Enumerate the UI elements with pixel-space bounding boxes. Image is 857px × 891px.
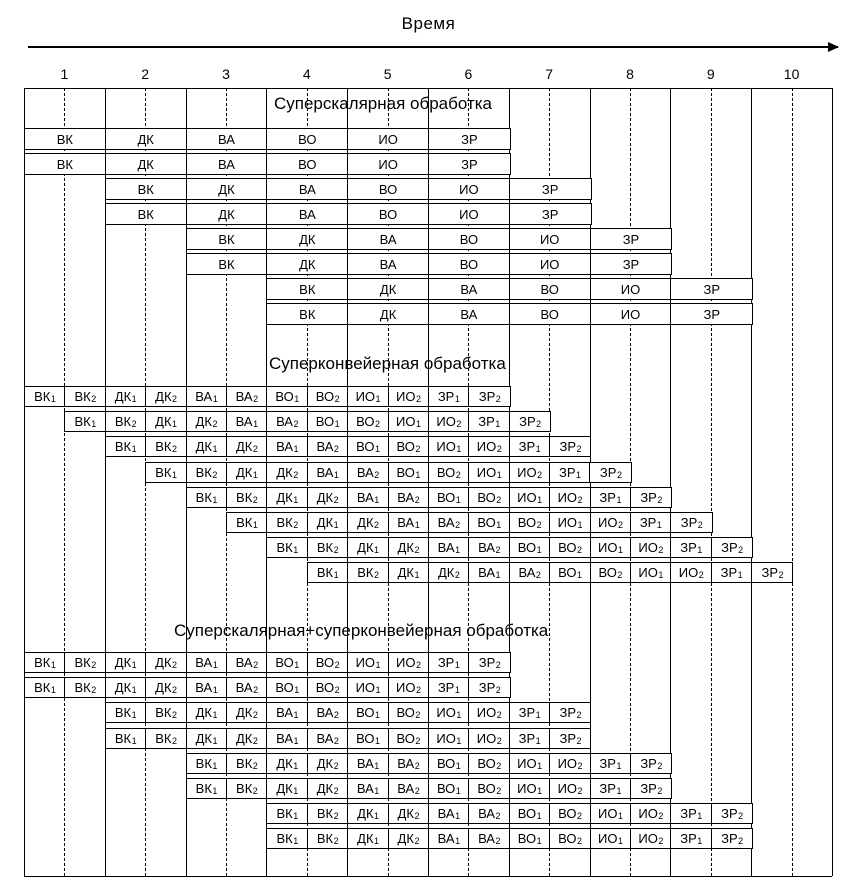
stage-cell: ЗР $_1$ — [429, 678, 469, 697]
stage-cell: ЗР $_2$ — [550, 703, 590, 722]
stage-cell: ДК $_1$ — [267, 754, 307, 773]
pipeline-row — [24, 386, 511, 407]
stage-cell: ЗР $_1$ — [510, 729, 550, 748]
stage-cell: ВК $_1$ — [267, 829, 307, 848]
stage-cell: ВА — [267, 204, 348, 224]
stage-cell: ВА $_1$ — [348, 488, 388, 507]
stage-cell: ИО $_2$ — [591, 513, 631, 532]
stage-cell: ЗР $_2$ — [712, 538, 752, 557]
section-title-superscalar-superpipeline: Суперскалярная+суперконвейерная обработка — [174, 621, 549, 640]
axis-tick-6: 6 — [464, 66, 473, 82]
stage-cell: ДК $_2$ — [146, 653, 186, 672]
stage-cell: ИО $_2$ — [389, 678, 429, 697]
stage-cell: ЗР $_1$ — [631, 513, 671, 532]
stage-cell: ВА $_2$ — [389, 779, 429, 798]
gridline-dashed-0 — [64, 88, 65, 876]
stage-cell: ВА $_1$ — [267, 703, 307, 722]
stage-cell: ВК $_1$ — [25, 653, 65, 672]
axis-tick-8: 8 — [626, 66, 634, 82]
stage-cell: ДК $_2$ — [146, 387, 186, 406]
stage-cell: ВО $_2$ — [550, 804, 590, 823]
stage-cell: ИО $_1$ — [550, 513, 590, 532]
stage-cell: ЗР $_1$ — [550, 463, 590, 482]
stage-cell: ВК $_2$ — [65, 387, 105, 406]
stage-cell: ВК — [25, 154, 106, 174]
stage-cell: ВО $_2$ — [389, 437, 429, 456]
stage-cell: ВК $_2$ — [308, 829, 348, 848]
stage-cell: ВО $_1$ — [429, 754, 469, 773]
stage-cell: ИО $_1$ — [510, 488, 550, 507]
stage-cell: ВА $_2$ — [389, 754, 429, 773]
stage-cell: ВА $_2$ — [308, 437, 348, 456]
stage-cell: ВК $_2$ — [65, 678, 105, 697]
stage-cell: ВК $_1$ — [146, 463, 186, 482]
stage-cell: ИО $_2$ — [631, 804, 671, 823]
pipeline-row — [24, 652, 511, 673]
stage-cell: ВА — [187, 129, 268, 149]
stage-cell: ЗР $_2$ — [631, 488, 671, 507]
stage-cell: ЗР $_1$ — [429, 387, 469, 406]
stage-cell: ДК $_1$ — [106, 653, 146, 672]
pipeline-row — [186, 253, 673, 275]
stage-cell: ВО $_2$ — [469, 488, 509, 507]
stage-cell: ДК $_2$ — [308, 779, 348, 798]
stage-cell: ЗР $_1$ — [591, 488, 631, 507]
stage-cell: ДК $_1$ — [187, 703, 227, 722]
stage-cell: ЗР $_2$ — [631, 779, 671, 798]
stage-cell: ДК $_1$ — [146, 412, 186, 431]
stage-cell: ИО $_1$ — [631, 563, 671, 582]
stage-cell: ВО $_1$ — [267, 653, 307, 672]
axis-tick-2: 2 — [141, 66, 150, 82]
stage-cell: ЗР $_2$ — [469, 678, 509, 697]
stage-cell: ДК — [187, 179, 268, 199]
stage-cell: ЗР $_1$ — [712, 563, 752, 582]
stage-cell: ЗР $_2$ — [510, 412, 550, 431]
stage-cell: ВО — [267, 129, 348, 149]
stage-cell: ЗР $_1$ — [671, 538, 711, 557]
pipeline-row — [24, 677, 511, 698]
stage-cell: ВК $_1$ — [187, 488, 227, 507]
stage-cell: ВК — [267, 279, 348, 299]
stage-cell: ДК $_2$ — [146, 678, 186, 697]
stage-cell: ВО $_2$ — [469, 754, 509, 773]
stage-cell: ЗР $_2$ — [631, 754, 671, 773]
stage-cell: ЗР $_1$ — [469, 412, 509, 431]
stage-cell: ВК $_1$ — [308, 563, 348, 582]
stage-cell: ВО $_1$ — [348, 729, 388, 748]
stage-cell: ЗР $_2$ — [590, 463, 630, 482]
stage-cell: ДК — [348, 304, 429, 324]
stage-cell: ЗР — [671, 304, 752, 324]
stage-cell: ДК — [267, 254, 348, 274]
stage-cell: ИО $_1$ — [348, 387, 388, 406]
axis-tick-10: 10 — [783, 66, 800, 82]
stage-cell: ДК — [106, 129, 187, 149]
stage-cell: ИО $_2$ — [389, 387, 429, 406]
stage-cell: ВК $_1$ — [267, 804, 307, 823]
stage-cell: ВО — [510, 279, 591, 299]
stage-cell: ВО $_2$ — [550, 538, 590, 557]
stage-cell: ИО — [591, 279, 672, 299]
stage-cell: ВК $_1$ — [106, 729, 146, 748]
stage-cell: ВО — [510, 304, 591, 324]
stage-cell: ДК $_2$ — [227, 729, 267, 748]
stage-cell: ЗР $_2$ — [752, 563, 792, 582]
section-title-superpipeline: Суперконвейерная обработка — [269, 354, 506, 373]
stage-cell: ВА $_1$ — [469, 563, 509, 582]
stage-cell: ДК $_2$ — [389, 804, 429, 823]
axis-tick-1: 1 — [60, 66, 69, 82]
stage-cell: ВО $_1$ — [510, 538, 550, 557]
stage-cell: ЗР $_2$ — [712, 829, 752, 848]
stage-cell: ВА $_2$ — [267, 412, 307, 431]
pipeline-row — [266, 803, 753, 824]
stage-cell: ЗР — [510, 179, 591, 199]
pipeline-row — [105, 178, 592, 200]
pipeline-row — [186, 487, 673, 508]
stage-cell: ВО — [429, 254, 510, 274]
stage-cell: ВА — [187, 154, 268, 174]
stage-cell: ИО $_2$ — [631, 829, 671, 848]
stage-cell: ИО $_1$ — [389, 412, 429, 431]
stage-cell: ДК $_2$ — [227, 703, 267, 722]
stage-cell: ДК — [106, 154, 187, 174]
axis-tick-7: 7 — [545, 66, 554, 82]
stage-cell: ВА $_2$ — [510, 563, 550, 582]
pipeline-row — [307, 562, 794, 583]
stage-cell: ВА $_1$ — [187, 387, 227, 406]
pipeline-row — [266, 537, 753, 558]
stage-cell: ИО $_2$ — [631, 538, 671, 557]
axis-tick-3: 3 — [222, 66, 230, 82]
stage-cell: ИО $_1$ — [348, 653, 388, 672]
stage-cell: ИО $_1$ — [429, 437, 469, 456]
stage-cell: ВА — [348, 254, 429, 274]
stage-cell: ИО — [510, 254, 591, 274]
stage-cell: ВК $_2$ — [65, 653, 105, 672]
stage-cell: ЗР $_2$ — [550, 729, 590, 748]
stage-cell: ВК $_2$ — [267, 513, 307, 532]
stage-cell: ВО $_1$ — [348, 703, 388, 722]
pipeline-row — [266, 303, 753, 325]
stage-cell: ВА $_1$ — [348, 754, 388, 773]
stage-cell: ЗР $_1$ — [429, 653, 469, 672]
pipeline-row — [105, 728, 592, 749]
stage-cell: ВК $_2$ — [227, 488, 267, 507]
stage-cell: ВК $_2$ — [348, 563, 388, 582]
stage-cell: ВО $_1$ — [267, 678, 307, 697]
stage-cell: ДК $_2$ — [348, 513, 388, 532]
stage-cell: ВО $_1$ — [267, 387, 307, 406]
stage-cell: ИО — [429, 179, 510, 199]
stage-cell: ВО $_2$ — [510, 513, 550, 532]
stage-cell: ДК $_1$ — [267, 488, 307, 507]
stage-cell: ВК $_2$ — [308, 538, 348, 557]
axis-tick-4: 4 — [302, 66, 311, 82]
stage-cell: ВК — [187, 254, 268, 274]
timing-grid — [24, 64, 832, 876]
stage-cell: ВО — [348, 179, 429, 199]
axis-title: Время — [401, 14, 456, 33]
stage-cell: ВА $_1$ — [308, 463, 348, 482]
pipeline-row — [186, 778, 673, 799]
axis-tick-9: 9 — [706, 66, 715, 82]
stage-cell: ВК — [106, 179, 187, 199]
pipeline-row — [226, 512, 713, 533]
stage-cell: ИО $_2$ — [389, 653, 429, 672]
stage-cell: ВК $_1$ — [187, 754, 227, 773]
stage-cell: ВК $_2$ — [187, 463, 227, 482]
stage-cell: ДК $_2$ — [267, 463, 307, 482]
stage-cell: ВО $_2$ — [308, 678, 348, 697]
stage-cell: ВА $_2$ — [469, 538, 509, 557]
stage-cell: ЗР $_2$ — [550, 437, 590, 456]
stage-cell: ВА $_1$ — [227, 412, 267, 431]
stage-cell: ИО $_2$ — [469, 703, 509, 722]
stage-cell: ИО $_2$ — [469, 729, 509, 748]
gridline-solid-10 — [832, 88, 833, 876]
stage-cell: ДК $_2$ — [389, 829, 429, 848]
gridline-solid-0 — [24, 88, 25, 876]
stage-cell: ЗР $_1$ — [510, 437, 550, 456]
stage-cell: ЗР $_2$ — [671, 513, 711, 532]
stage-cell: ВК $_1$ — [106, 437, 146, 456]
section-title-superscalar: Суперскалярная обработка — [274, 94, 492, 113]
pipeline-row — [64, 411, 551, 432]
stage-cell: ВК — [267, 304, 348, 324]
stage-cell: ИО $_1$ — [591, 804, 631, 823]
stage-cell: ВА $_1$ — [429, 538, 469, 557]
stage-cell: ВА $_1$ — [187, 653, 227, 672]
stage-cell: ИО $_1$ — [348, 678, 388, 697]
stage-cell: ВО $_1$ — [348, 437, 388, 456]
stage-cell: ВО $_2$ — [348, 412, 388, 431]
stage-cell: ВК $_1$ — [267, 538, 307, 557]
stage-cell: ВК $_1$ — [25, 387, 65, 406]
stage-cell: ВА $_2$ — [469, 829, 509, 848]
stage-cell: ВО — [348, 204, 429, 224]
stage-cell: ВК — [25, 129, 106, 149]
stage-cell: ВК $_2$ — [308, 804, 348, 823]
stage-cell: ВК $_1$ — [25, 678, 65, 697]
stage-cell: ИО $_2$ — [550, 488, 590, 507]
pipeline-row — [105, 436, 592, 457]
stage-cell: ВО $_2$ — [550, 829, 590, 848]
stage-cell: ИО $_2$ — [671, 563, 711, 582]
stage-cell: ВА $_1$ — [267, 437, 307, 456]
stage-cell: ДК $_1$ — [106, 678, 146, 697]
stage-cell: ИО — [510, 229, 591, 249]
stage-cell: ВО $_1$ — [389, 463, 429, 482]
pipeline-row — [145, 462, 632, 483]
stage-cell: ВО $_1$ — [429, 488, 469, 507]
stage-cell: ВО $_2$ — [429, 463, 469, 482]
stage-cell: ЗР — [429, 154, 510, 174]
stage-cell: ИО — [348, 154, 429, 174]
stage-cell: ВА $_1$ — [389, 513, 429, 532]
pipeline-row — [24, 153, 511, 175]
stage-cell: ИО $_2$ — [510, 463, 550, 482]
stage-cell: ЗР — [591, 229, 672, 249]
stage-cell: ЗР — [429, 129, 510, 149]
stage-cell: ЗР $_2$ — [469, 387, 509, 406]
stage-cell: ВО $_2$ — [591, 563, 631, 582]
stage-cell: ДК $_2$ — [187, 412, 227, 431]
stage-cell: ВА $_1$ — [348, 779, 388, 798]
stage-cell: ВК $_1$ — [187, 779, 227, 798]
stage-cell: ДК $_2$ — [429, 563, 469, 582]
stage-cell: ВО $_2$ — [308, 653, 348, 672]
pipeline-row — [186, 753, 673, 774]
pipeline-row — [266, 278, 753, 300]
stage-cell: ВА $_2$ — [227, 678, 267, 697]
stage-cell: ВК $_2$ — [146, 729, 186, 748]
gridline-dashed-9 — [792, 88, 793, 876]
stage-cell: ДК $_1$ — [187, 729, 227, 748]
stage-cell: ДК — [348, 279, 429, 299]
stage-cell: ДК $_1$ — [267, 779, 307, 798]
stage-cell: ИО — [429, 204, 510, 224]
stage-cell: ДК $_1$ — [348, 804, 388, 823]
stage-cell: ДК $_2$ — [227, 437, 267, 456]
stage-cell: ЗР — [671, 279, 752, 299]
stage-cell: ДК $_1$ — [348, 538, 388, 557]
stage-cell: ИО $_1$ — [429, 729, 469, 748]
stage-cell: ДК — [187, 204, 268, 224]
stage-cell: ДК $_2$ — [389, 538, 429, 557]
pipeline-row — [266, 828, 753, 849]
stage-cell: ВА — [348, 229, 429, 249]
stage-cell: ВО $_2$ — [308, 387, 348, 406]
stage-cell: ЗР $_1$ — [591, 754, 631, 773]
stage-cell: ВО $_1$ — [510, 804, 550, 823]
stage-cell: ЗР — [591, 254, 672, 274]
stage-cell: ВА $_1$ — [429, 829, 469, 848]
stage-cell: ВО $_2$ — [469, 779, 509, 798]
gridline-dashed-8 — [711, 88, 712, 876]
stage-cell: ВА — [267, 179, 348, 199]
stage-cell: ЗР $_1$ — [671, 804, 711, 823]
stage-cell: ВО — [429, 229, 510, 249]
stage-cell: ВА — [429, 279, 510, 299]
stage-cell: ДК $_2$ — [308, 488, 348, 507]
pipeline-row — [105, 203, 592, 225]
stage-cell: ВК $_2$ — [227, 779, 267, 798]
stage-cell: ЗР $_2$ — [712, 804, 752, 823]
stage-cell: ВК $_1$ — [106, 703, 146, 722]
axis-tick-row — [24, 64, 832, 88]
grid-bottom-rule — [24, 876, 832, 877]
axis-tick-5: 5 — [383, 66, 392, 82]
stage-cell: ИО $_1$ — [591, 829, 631, 848]
stage-cell: ВО $_1$ — [429, 779, 469, 798]
stage-cell: ВА $_2$ — [348, 463, 388, 482]
stage-cell: ВА $_1$ — [429, 804, 469, 823]
stage-cell: ИО $_1$ — [469, 463, 509, 482]
stage-cell: ВА $_2$ — [389, 488, 429, 507]
stage-cell: ВК $_2$ — [146, 703, 186, 722]
pipeline-row — [105, 702, 592, 723]
gridline-solid-9 — [751, 88, 752, 876]
stage-cell: ИО $_1$ — [510, 779, 550, 798]
stage-cell: ВО $_1$ — [550, 563, 590, 582]
stage-cell: ВА — [429, 304, 510, 324]
pipeline-row — [24, 128, 511, 150]
stage-cell: ДК — [267, 229, 348, 249]
stage-cell: ВО — [267, 154, 348, 174]
stage-cell: ИО $_2$ — [550, 779, 590, 798]
stage-cell: ВА $_2$ — [469, 804, 509, 823]
stage-cell: ВО $_2$ — [389, 729, 429, 748]
stage-cell: ИО $_1$ — [591, 538, 631, 557]
stage-cell: ДК $_1$ — [308, 513, 348, 532]
stage-cell: ЗР $_1$ — [671, 829, 711, 848]
stage-cell: ВА $_2$ — [429, 513, 469, 532]
stage-cell: ИО $_2$ — [429, 412, 469, 431]
stage-cell: ВК — [106, 204, 187, 224]
stage-cell: ИО $_2$ — [550, 754, 590, 773]
stage-cell: ИО $_1$ — [429, 703, 469, 722]
stage-cell: ВК $_1$ — [65, 412, 105, 431]
stage-cell: ДК $_1$ — [227, 463, 267, 482]
stage-cell: ВА $_2$ — [227, 653, 267, 672]
stage-cell: ВК $_1$ — [227, 513, 267, 532]
stage-cell: ДК $_1$ — [348, 829, 388, 848]
stage-cell: ВО $_1$ — [469, 513, 509, 532]
stage-cell: ВО $_1$ — [510, 829, 550, 848]
stage-cell: ДК $_1$ — [106, 387, 146, 406]
stage-cell: ЗР — [510, 204, 591, 224]
stage-cell: ЗР $_2$ — [469, 653, 509, 672]
stage-cell: ДК $_2$ — [308, 754, 348, 773]
stage-cell: ВА $_1$ — [187, 678, 227, 697]
pipeline-row — [186, 228, 673, 250]
stage-cell: ВО $_2$ — [389, 703, 429, 722]
stage-cell: ИО — [591, 304, 672, 324]
stage-cell: ДК $_1$ — [187, 437, 227, 456]
stage-cell: ДК $_1$ — [389, 563, 429, 582]
stage-cell: ВО $_1$ — [308, 412, 348, 431]
stage-cell: ВК $_2$ — [227, 754, 267, 773]
stage-cell: ЗР $_1$ — [591, 779, 631, 798]
stage-cell: ИО $_2$ — [469, 437, 509, 456]
time-axis-arrow — [28, 46, 838, 48]
stage-cell: ЗР $_1$ — [510, 703, 550, 722]
stage-cell: ВА $_2$ — [227, 387, 267, 406]
stage-cell: ВК — [187, 229, 268, 249]
stage-cell: ИО $_1$ — [510, 754, 550, 773]
stage-cell: ВК $_2$ — [146, 437, 186, 456]
stage-cell: ВК $_2$ — [106, 412, 146, 431]
stage-cell: ВА $_2$ — [308, 729, 348, 748]
stage-cell: ВА $_1$ — [267, 729, 307, 748]
stage-cell: ИО — [348, 129, 429, 149]
stage-cell: ВА $_2$ — [308, 703, 348, 722]
